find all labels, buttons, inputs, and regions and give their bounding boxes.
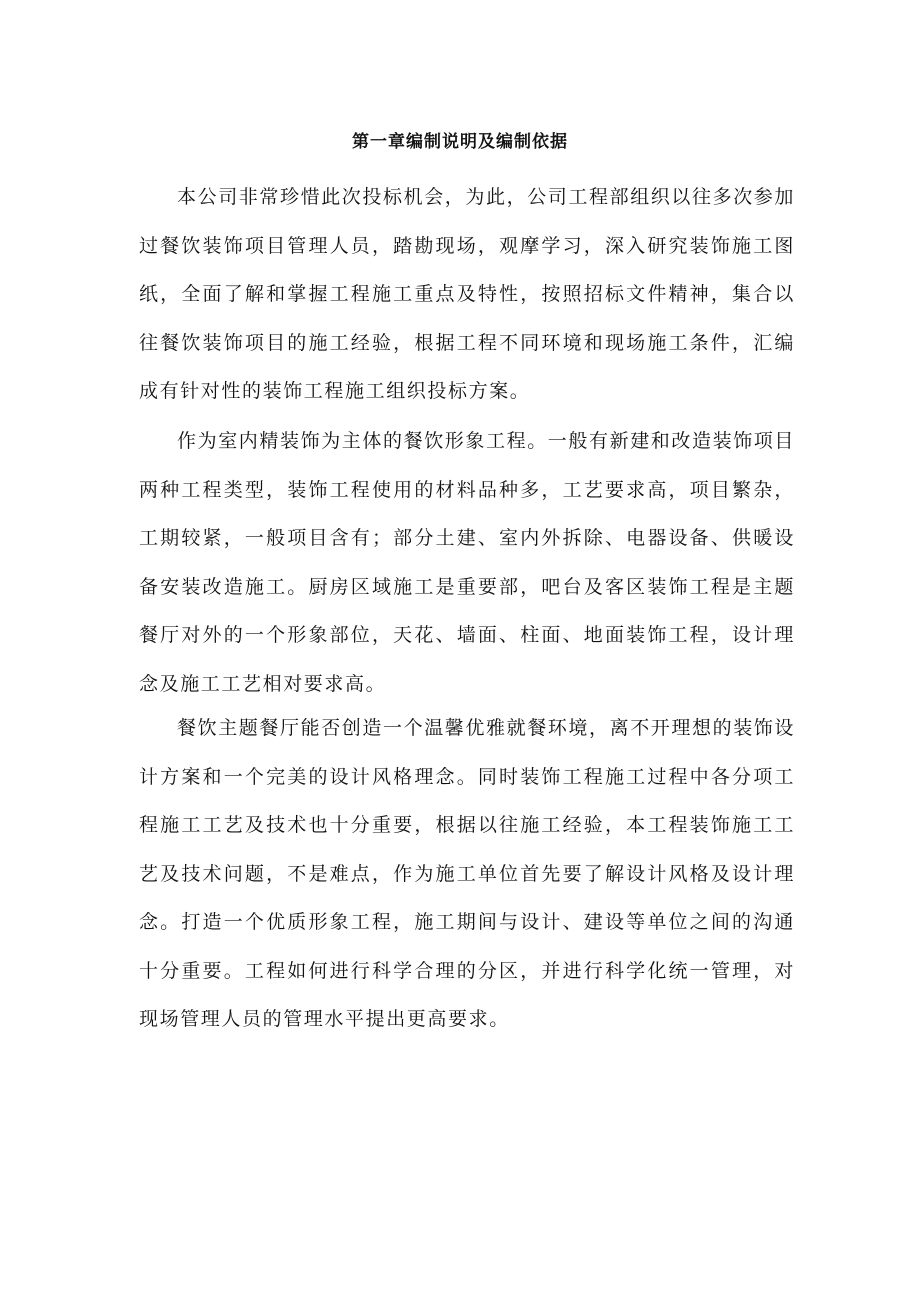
paragraph-project-types: 作为室内精装饰为主体的餐饮形象工程。一般有新建和改造装饰项目两种工程类型，装饰工程使用的材料品种多，工艺要求高，项目繁杂，工期较紧，一般项目含有；部分土建、室内外拆除、电器设备、供暖设备安装改造施工。厨房区域施工是重要部，吧台及客区装饰工程是主题餐厅对外的一个形象部位，天花、墙面、柱面、地面装饰工程，设计理念及施工工艺相对要求高。 bbox=[139, 430, 796, 695]
paragraph-design-concept: 餐饮主题餐厅能否创造一个温馨优雅就餐环境，离不开理想的装饰设计方案和一个完美的设计风格理念。同时装饰工程施工过程中各分项工程施工工艺及技术也十分重要，根据以往施工经验，本工程装饰施工工艺及技术问题，不是难点，作为施工单位首先要了解设计风格及设计理念。打造一个优质形象工程，施工期间与设计、建设等单位之间的沟通十分重要。工程如何进行科学合理的分区，并进行科学化统一管理，对现场管理人员的管理水平提出更高要求。 bbox=[139, 717, 796, 1030]
paragraph-intro: 本公司非常珍惜此次投标机会，为此，公司工程部组织以往多次参加过餐饮装饰项目管理人员，踏勘现场，观摩学习，深入研究装饰施工图纸，全面了解和掌握工程施工重点及特性，按照招标文件精神，集合以往餐饮装饰项目的施工经验，根据工程不同环境和现场施工条件，汇编成有针对性的装饰工程施工组织投标方案。 bbox=[139, 186, 796, 402]
chapter-title: 第一章编制说明及编制依据 bbox=[352, 132, 568, 152]
